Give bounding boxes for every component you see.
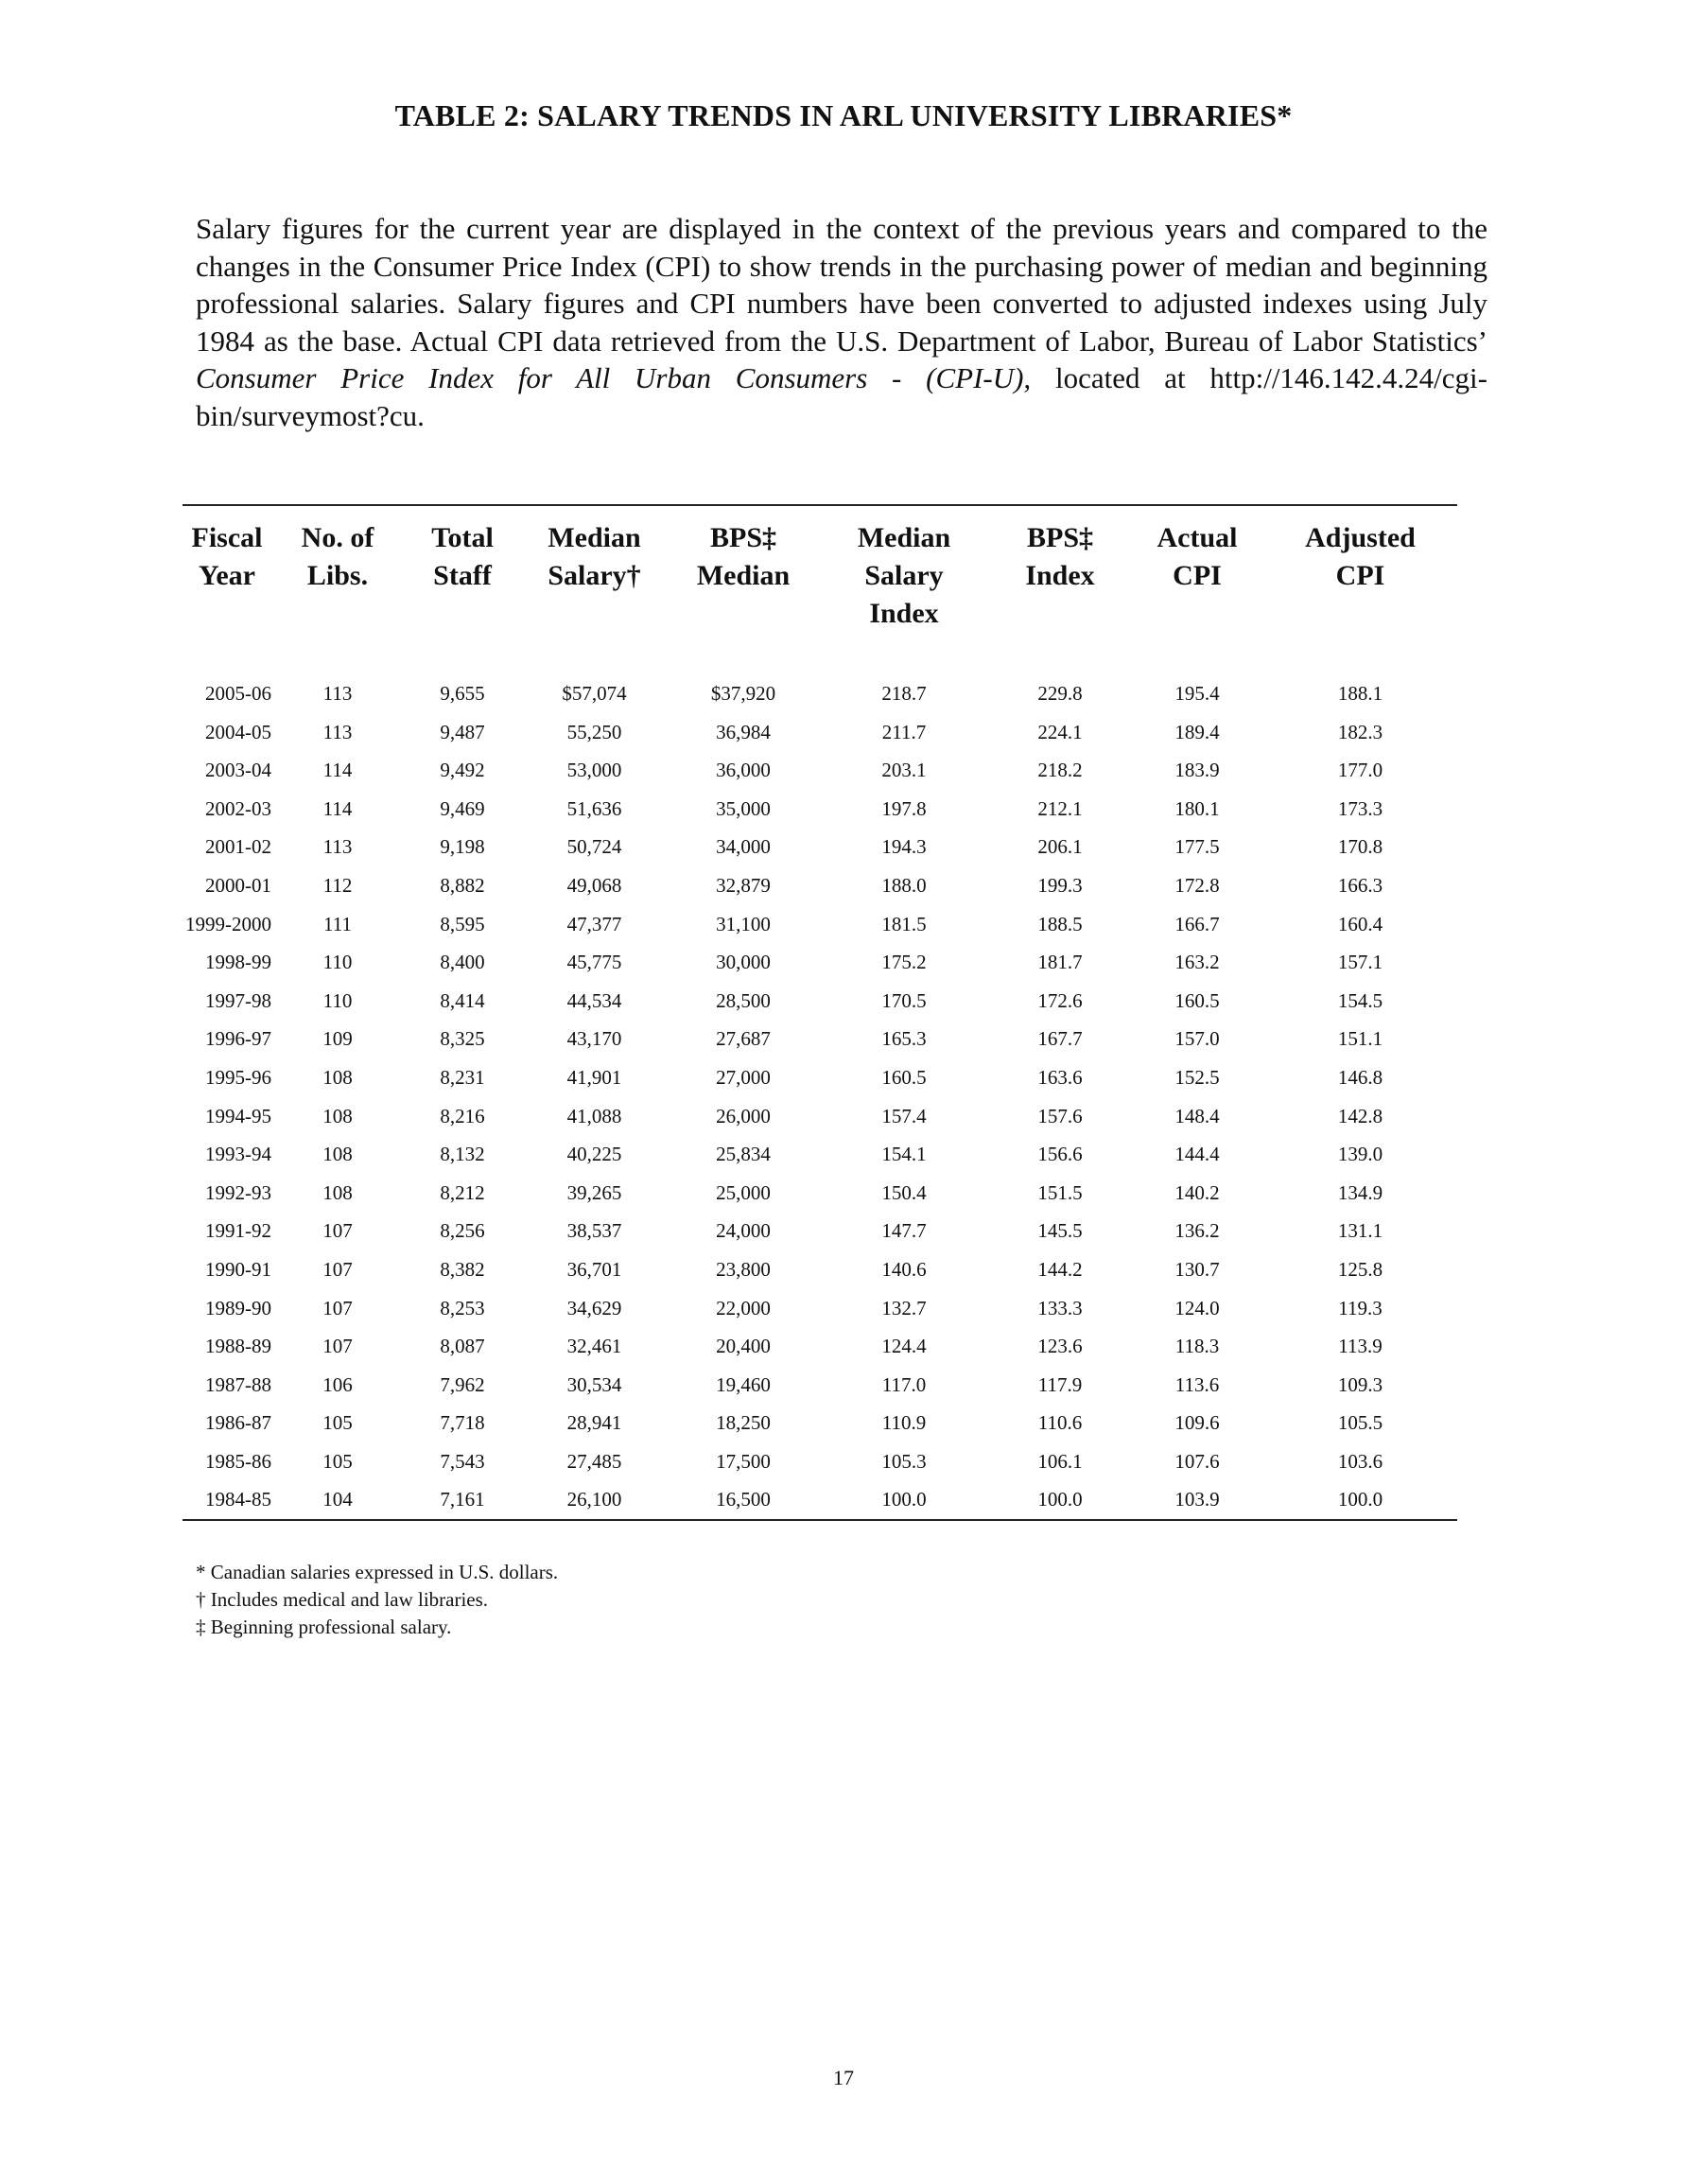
column-header-line1: Adjusted xyxy=(1305,522,1416,553)
table-cell: 181.5 xyxy=(881,912,927,935)
table-cell: 195.4 xyxy=(1174,682,1220,705)
table-row xyxy=(183,828,1457,866)
table-row xyxy=(183,1480,1457,1519)
column-header-line3 xyxy=(521,595,668,633)
table-cell: 53,000 xyxy=(566,759,622,782)
table-cell: 182.3 xyxy=(1337,720,1383,743)
table-cell: 131.1 xyxy=(1337,1219,1383,1243)
table-cell: 47,377 xyxy=(566,912,622,935)
column-header xyxy=(819,506,989,654)
table-cell: 172.8 xyxy=(1174,873,1220,897)
table-cell: 118.3 xyxy=(1174,1335,1220,1358)
table-cell: 199.3 xyxy=(1037,873,1083,897)
table-cell: 114 xyxy=(322,759,353,782)
table-cell: 157.0 xyxy=(1174,1027,1220,1051)
table-cell: 142.8 xyxy=(1337,1104,1383,1127)
page-title: TABLE 2: SALARY TRENDS IN ARL UNIVERSITY LIBRARIES* xyxy=(394,98,1293,132)
table-cell: 32,461 xyxy=(566,1335,622,1358)
column-header xyxy=(271,506,404,654)
table-cell: 45,775 xyxy=(566,951,622,974)
table-cell: 39,265 xyxy=(566,1180,622,1204)
table-row xyxy=(183,790,1457,829)
table-cell: 110 xyxy=(322,951,353,974)
table-cell: 177.0 xyxy=(1337,759,1383,782)
table-cell: 218.7 xyxy=(881,682,927,705)
table-row xyxy=(183,1327,1457,1366)
table-cell: 100.0 xyxy=(881,1488,927,1511)
intro-paragraph xyxy=(196,210,1487,434)
table-cell: 110.9 xyxy=(881,1411,927,1435)
column-header-line2: CPI xyxy=(1335,560,1385,591)
table-cell: 157.6 xyxy=(1037,1104,1083,1127)
table-cell: 133.3 xyxy=(1037,1296,1083,1319)
column-header-line3 xyxy=(404,595,521,633)
table-row xyxy=(183,713,1457,752)
salary-trends-table xyxy=(183,504,1457,1521)
table-cell: 163.6 xyxy=(1037,1065,1083,1089)
column-header-line2: Libs. xyxy=(306,560,369,591)
salary-table xyxy=(183,506,1457,1519)
table-cell: 188.5 xyxy=(1037,912,1083,935)
table-cell: 134.9 xyxy=(1337,1180,1383,1204)
column-header-line2: Staff xyxy=(433,560,492,591)
table-cell: $57,074 xyxy=(562,682,627,705)
table-cell: 166.7 xyxy=(1174,912,1220,935)
column-header-line2: Year xyxy=(199,560,255,591)
table-cell: 8,132 xyxy=(440,1143,485,1166)
table-cell: 1986-87 xyxy=(205,1411,271,1435)
table-cell: 183.9 xyxy=(1174,759,1220,782)
table-cell: 50,724 xyxy=(566,835,622,859)
table-cell: 108 xyxy=(322,1143,353,1166)
table-row xyxy=(183,1289,1457,1328)
table-cell: 111 xyxy=(323,912,352,935)
column-header xyxy=(1263,506,1457,654)
table-cell: 151.1 xyxy=(1337,1027,1383,1051)
table-cell: 110.6 xyxy=(1037,1411,1083,1435)
column-header-line2: Median xyxy=(696,560,791,591)
table-cell: 38,537 xyxy=(566,1219,622,1243)
table-cell: 160.5 xyxy=(881,1065,927,1089)
table-cell: 36,000 xyxy=(716,759,771,782)
table-cell: 1988-89 xyxy=(205,1335,271,1358)
table-cell: 1991-92 xyxy=(205,1219,271,1243)
table-cell: 144.4 xyxy=(1174,1143,1220,1166)
table-cell: 31,100 xyxy=(716,912,771,935)
table-cell: 125.8 xyxy=(1337,1257,1383,1281)
table-cell: 1999-2000 xyxy=(185,912,271,935)
table-cell: 107 xyxy=(322,1257,353,1281)
table-cell: 110 xyxy=(322,988,353,1012)
table-cell: 24,000 xyxy=(716,1219,771,1243)
table-bottom-rule xyxy=(183,1519,1457,1521)
table-row xyxy=(183,654,1457,713)
table-cell: 8,414 xyxy=(440,988,485,1012)
footnote-canadian: * Canadian salaries expressed in U.S. dollars. xyxy=(196,1561,559,1583)
table-row xyxy=(183,982,1457,1021)
table-cell: 9,492 xyxy=(440,759,485,782)
table-cell: 9,469 xyxy=(440,796,485,820)
column-header-line3 xyxy=(1131,595,1263,633)
table-cell: 36,701 xyxy=(566,1257,622,1281)
column-header xyxy=(989,506,1131,654)
table-row xyxy=(183,905,1457,944)
table-cell: 154.1 xyxy=(881,1143,927,1166)
column-header xyxy=(668,506,819,654)
table-row xyxy=(183,1135,1457,1174)
footnote-medical-law: † Includes medical and law libraries. xyxy=(196,1588,489,1611)
table-cell: 1993-94 xyxy=(205,1143,271,1166)
table-cell: 2004-05 xyxy=(205,720,271,743)
table-cell: 27,000 xyxy=(716,1065,771,1089)
table-cell: 166.3 xyxy=(1337,873,1383,897)
column-header-line1: Median xyxy=(548,522,641,553)
table-cell: 167.7 xyxy=(1037,1027,1083,1051)
table-cell: 157.4 xyxy=(881,1104,927,1127)
table-cell: 180.1 xyxy=(1174,796,1220,820)
table-cell: 55,250 xyxy=(566,720,622,743)
table-cell: 173.3 xyxy=(1337,796,1383,820)
table-cell: 113.6 xyxy=(1174,1372,1220,1396)
table-cell: 160.4 xyxy=(1337,912,1383,935)
intro-text-1: Salary figures for the current year are displayed in the context of the previous years and compared to the changes in the Consumer Price Index (CPI) to show trends in the purchasing power of median and beginning professional salaries. Salary figures and CPI numbers have been converted to adjusted indexes using July 1984 as the base. Actual CPI data retrieved from the U.S. Department of Labor, Bureau of Labor Statistics’ xyxy=(196,212,1487,358)
table-cell: 147.7 xyxy=(881,1219,927,1243)
table-cell: 7,718 xyxy=(440,1411,485,1435)
table-cell: 107.6 xyxy=(1174,1449,1220,1473)
table-cell: 8,400 xyxy=(440,951,485,974)
table-row xyxy=(183,751,1457,790)
table-cell: 145.5 xyxy=(1037,1219,1083,1243)
table-cell: 203.1 xyxy=(881,759,927,782)
column-header-line2: Salary xyxy=(864,560,944,591)
table-cell: 109.6 xyxy=(1174,1411,1220,1435)
table-row xyxy=(183,943,1457,982)
table-cell: 103.9 xyxy=(1174,1488,1220,1511)
table-cell: 1997-98 xyxy=(205,988,271,1012)
table-cell: 132.7 xyxy=(881,1296,927,1319)
table-cell: 152.5 xyxy=(1174,1065,1220,1089)
table-cell: 2003-04 xyxy=(205,759,271,782)
column-header-line3: Index xyxy=(869,598,939,629)
table-cell: 9,487 xyxy=(440,720,485,743)
table-row xyxy=(183,1174,1457,1213)
table-row xyxy=(183,866,1457,905)
table-cell: 30,000 xyxy=(716,951,771,974)
table-cell: 197.8 xyxy=(881,796,927,820)
table-cell: 157.1 xyxy=(1337,951,1383,974)
table-cell: 103.6 xyxy=(1337,1449,1383,1473)
column-header-line3 xyxy=(1263,595,1457,633)
table-cell: 35,000 xyxy=(716,796,771,820)
table-cell: 8,382 xyxy=(440,1257,485,1281)
column-header-line1: Total xyxy=(431,522,494,553)
table-cell: 139.0 xyxy=(1337,1143,1383,1166)
page-number: 17 xyxy=(833,2066,854,2089)
table-cell: 8,325 xyxy=(440,1027,485,1051)
table-cell: 41,901 xyxy=(566,1065,622,1089)
column-header-line1: Fiscal xyxy=(191,522,263,553)
column-header-line2: CPI xyxy=(1173,560,1222,591)
table-row xyxy=(183,1097,1457,1136)
table-row xyxy=(183,1212,1457,1250)
table-cell: 163.2 xyxy=(1174,951,1220,974)
table-cell: 119.3 xyxy=(1338,1296,1383,1319)
column-header-line3 xyxy=(989,595,1131,633)
table-cell: 34,629 xyxy=(566,1296,622,1319)
table-cell: 1984-85 xyxy=(205,1488,271,1511)
table-cell: 107 xyxy=(322,1296,353,1319)
table-row xyxy=(183,1250,1457,1289)
table-cell: 27,687 xyxy=(716,1027,771,1051)
table-cell: 34,000 xyxy=(716,835,771,859)
table-cell: 172.6 xyxy=(1037,988,1083,1012)
header-row xyxy=(183,506,1457,654)
table-cell: 160.5 xyxy=(1174,988,1220,1012)
table-cell: 22,000 xyxy=(716,1296,771,1319)
table-header xyxy=(183,506,1457,654)
table-cell: 212.1 xyxy=(1037,796,1083,820)
table-cell: 194.3 xyxy=(881,835,927,859)
table-cell: 27,485 xyxy=(566,1449,622,1473)
table-cell: 170.5 xyxy=(881,988,927,1012)
table-cell: 104 xyxy=(322,1488,353,1511)
table-cell: 224.1 xyxy=(1037,720,1083,743)
table-cell: 105 xyxy=(322,1449,353,1473)
table-cell: 8,595 xyxy=(440,912,485,935)
table-cell: 44,534 xyxy=(566,988,622,1012)
column-header-line3 xyxy=(183,595,271,633)
footnotes xyxy=(196,1559,558,1641)
table-cell: 175.2 xyxy=(881,951,927,974)
table-row xyxy=(183,1404,1457,1442)
column-header-line1: BPS‡ xyxy=(709,522,777,553)
table-cell: 7,161 xyxy=(440,1488,485,1511)
table-cell: 1987-88 xyxy=(205,1372,271,1396)
intro-text-2: located at http://146.142.4.24/cgi-bin/surveymost?cu. xyxy=(196,361,1487,432)
table-cell: 124.4 xyxy=(881,1335,927,1358)
table-cell: 1996-97 xyxy=(205,1027,271,1051)
table-cell: 1985-86 xyxy=(205,1449,271,1473)
table-cell: 106.1 xyxy=(1037,1449,1083,1473)
table-cell: 32,879 xyxy=(716,873,771,897)
table-cell: 43,170 xyxy=(566,1027,622,1051)
table-cell: 1998-99 xyxy=(205,951,271,974)
table-cell: 150.4 xyxy=(881,1180,927,1204)
table-cell: 26,000 xyxy=(716,1104,771,1127)
table-cell: 40,225 xyxy=(566,1143,622,1166)
table-cell: 105 xyxy=(322,1411,353,1435)
table-cell: 113 xyxy=(322,720,353,743)
table-cell: 28,500 xyxy=(716,988,771,1012)
table-cell: 108 xyxy=(322,1104,353,1127)
column-header xyxy=(404,506,521,654)
table-cell: 136.2 xyxy=(1174,1219,1220,1243)
table-cell: 51,636 xyxy=(566,796,622,820)
table-cell: 8,253 xyxy=(440,1296,485,1319)
table-cell: $37,920 xyxy=(710,682,776,705)
table-cell: 19,460 xyxy=(716,1372,771,1396)
table-cell: 1995-96 xyxy=(205,1065,271,1089)
table-cell: 114 xyxy=(322,796,353,820)
table-cell: 2005-06 xyxy=(205,682,271,705)
table-cell: 49,068 xyxy=(566,873,622,897)
table-row xyxy=(183,1366,1457,1405)
table-cell: 124.0 xyxy=(1174,1296,1220,1319)
table-cell: 188.1 xyxy=(1337,682,1383,705)
table-cell: 181.7 xyxy=(1037,951,1083,974)
table-cell: 41,088 xyxy=(566,1104,622,1127)
table-row xyxy=(183,1058,1457,1097)
table-cell: 8,216 xyxy=(440,1104,485,1127)
table-cell: 18,250 xyxy=(716,1411,771,1435)
table-cell: 20,400 xyxy=(716,1335,771,1358)
table-cell: 25,000 xyxy=(716,1180,771,1204)
table-cell: 17,500 xyxy=(716,1449,771,1473)
table-cell: 8,256 xyxy=(440,1219,485,1243)
table-cell: 113 xyxy=(322,682,353,705)
table-cell: 8,212 xyxy=(440,1180,485,1204)
table-cell: 8,231 xyxy=(440,1065,485,1089)
table-cell: 229.8 xyxy=(1037,682,1083,705)
table-cell: 1990-91 xyxy=(205,1257,271,1281)
table-cell: 7,543 xyxy=(440,1449,485,1473)
table-cell: 151.5 xyxy=(1037,1180,1083,1204)
column-header-line2: Salary† xyxy=(548,560,641,591)
table-cell: 100.0 xyxy=(1337,1488,1383,1511)
table-row xyxy=(183,1442,1457,1481)
table-cell: 25,834 xyxy=(716,1143,771,1166)
table-body xyxy=(183,654,1457,1519)
column-header-line2: Index xyxy=(1025,560,1095,591)
table-cell: 130.7 xyxy=(1174,1257,1220,1281)
column-header-line1: Median xyxy=(857,522,951,553)
table-cell: 123.6 xyxy=(1037,1335,1083,1358)
column-header xyxy=(1131,506,1263,654)
column-header-line3 xyxy=(271,595,404,633)
table-cell: 117.9 xyxy=(1037,1372,1083,1396)
table-cell: 146.8 xyxy=(1337,1065,1383,1089)
column-header-line1: BPS‡ xyxy=(1026,522,1094,553)
column-header-line1: Actual xyxy=(1157,522,1238,553)
table-cell: 8,882 xyxy=(440,873,485,897)
table-cell: 16,500 xyxy=(716,1488,771,1511)
table-cell: 170.8 xyxy=(1337,835,1383,859)
footnote-bps: ‡ Beginning professional salary. xyxy=(196,1616,452,1638)
table-cell: 2001-02 xyxy=(205,835,271,859)
column-header-line3 xyxy=(668,595,819,633)
table-cell: 140.2 xyxy=(1174,1180,1220,1204)
table-cell: 177.5 xyxy=(1174,835,1220,859)
column-header xyxy=(183,506,271,654)
table-cell: 36,984 xyxy=(716,720,771,743)
table-cell: 156.6 xyxy=(1037,1143,1083,1166)
column-header-line1: No. of xyxy=(301,522,374,553)
table-cell: 107 xyxy=(322,1219,353,1243)
table-cell: 140.6 xyxy=(881,1257,927,1281)
table-cell: 9,655 xyxy=(440,682,485,705)
table-cell: 30,534 xyxy=(566,1372,622,1396)
table-cell: 211.7 xyxy=(881,720,927,743)
table-cell: 113.9 xyxy=(1338,1335,1383,1358)
table-cell: 28,941 xyxy=(566,1411,622,1435)
table-cell: 2002-03 xyxy=(205,796,271,820)
table-cell: 154.5 xyxy=(1337,988,1383,1012)
table-row xyxy=(183,1020,1457,1058)
table-cell: 108 xyxy=(322,1180,353,1204)
table-cell: 100.0 xyxy=(1037,1488,1083,1511)
table-cell: 108 xyxy=(322,1065,353,1089)
table-cell: 105.3 xyxy=(881,1449,927,1473)
table-cell: 1989-90 xyxy=(205,1296,271,1319)
table-cell: 105.5 xyxy=(1337,1411,1383,1435)
table-cell: 106 xyxy=(322,1372,353,1396)
table-cell: 1994-95 xyxy=(205,1104,271,1127)
table-cell: 206.1 xyxy=(1037,835,1083,859)
table-cell: 26,100 xyxy=(566,1488,622,1511)
table-cell: 113 xyxy=(322,835,353,859)
table-cell: 7,962 xyxy=(440,1372,485,1396)
table-cell: 23,800 xyxy=(716,1257,771,1281)
table-cell: 144.2 xyxy=(1037,1257,1083,1281)
table-cell: 148.4 xyxy=(1174,1104,1220,1127)
table-cell: 8,087 xyxy=(440,1335,485,1358)
table-cell: 107 xyxy=(322,1335,353,1358)
table-cell: 109.3 xyxy=(1337,1372,1383,1396)
table-cell: 2000-01 xyxy=(205,873,271,897)
table-cell: 189.4 xyxy=(1174,720,1220,743)
table-cell: 112 xyxy=(322,873,353,897)
table-cell: 1992-93 xyxy=(205,1180,271,1204)
table-cell: 109 xyxy=(322,1027,353,1051)
table-cell: 188.0 xyxy=(881,873,927,897)
table-cell: 218.2 xyxy=(1037,759,1083,782)
table-cell: 165.3 xyxy=(881,1027,927,1051)
table-cell: 9,198 xyxy=(440,835,485,859)
column-header xyxy=(521,506,668,654)
intro-italic-source: Consumer Price Index for All Urban Consumers - (CPI-U), xyxy=(196,361,1032,394)
table-cell: 117.0 xyxy=(881,1372,927,1396)
